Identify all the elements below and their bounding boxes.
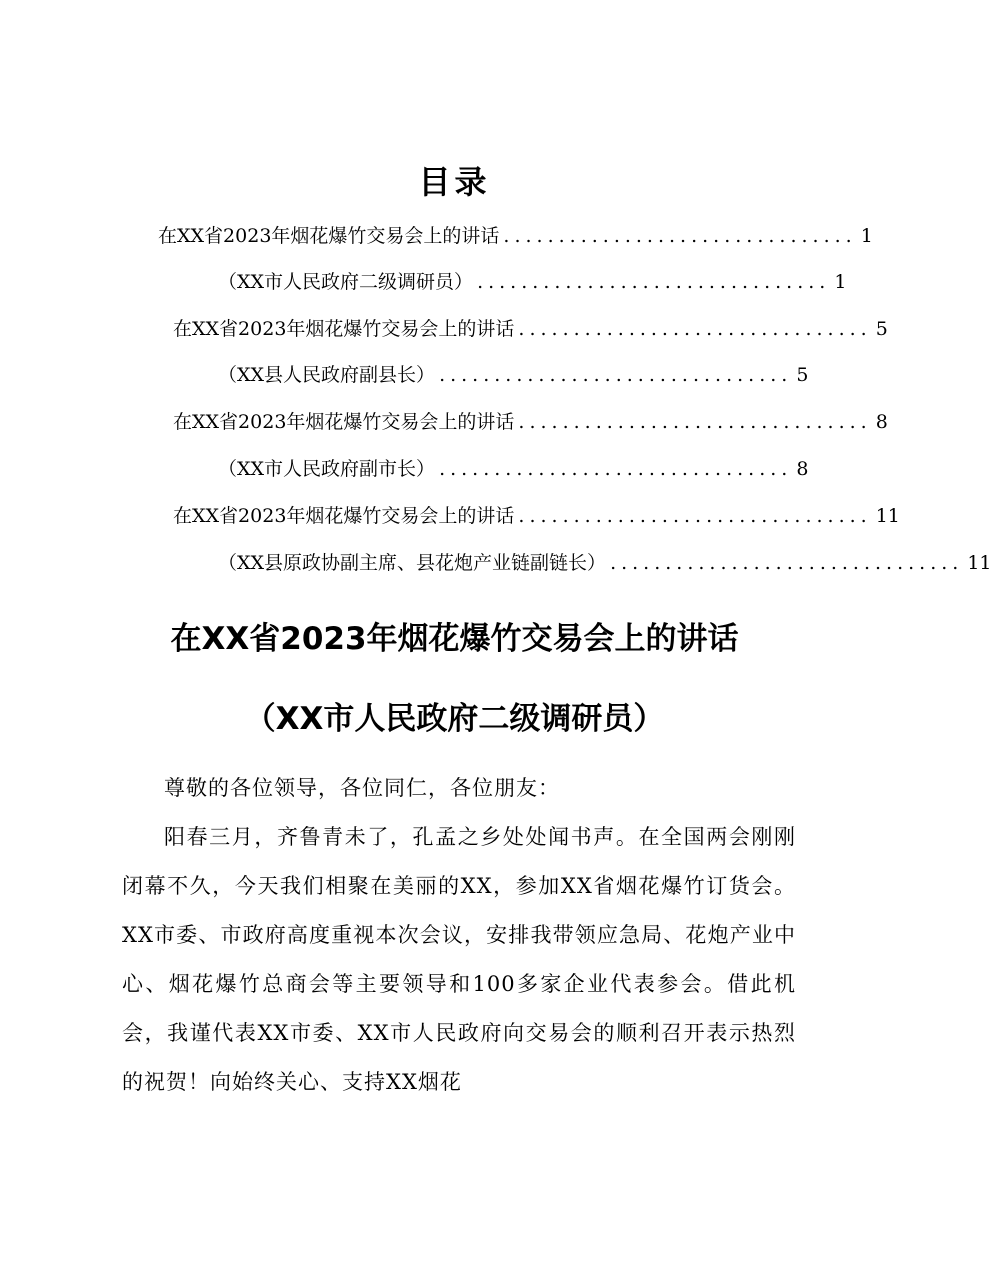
toc-entry-text: 在XX省2023年烟花爆竹交易会上的讲话 bbox=[158, 225, 500, 247]
toc-entry-text: （XX县人民政府副县长） bbox=[218, 364, 436, 386]
toc-entry[interactable] bbox=[218, 451, 809, 487]
toc-entry[interactable] bbox=[218, 264, 847, 300]
toc-page-number: 8 bbox=[875, 411, 888, 433]
toc-entry[interactable] bbox=[158, 218, 873, 254]
toc-entry-text: 在XX省2023年烟花爆竹交易会上的讲话 bbox=[173, 318, 515, 340]
toc-leader-dots: ................................ bbox=[439, 458, 793, 480]
toc-entry-text: （XX县原政协副主席、县花炮产业链副链长） bbox=[218, 552, 607, 574]
toc-entry[interactable] bbox=[173, 311, 888, 347]
toc-entry[interactable] bbox=[218, 357, 809, 393]
toc-leader-dots: ................................ bbox=[610, 552, 964, 574]
toc-leader-dots: ................................ bbox=[518, 318, 872, 340]
greeting-paragraph: 尊敬的各位领导，各位同仁，各位朋友： bbox=[164, 776, 560, 800]
article-subtitle: （XX市人民政府二级调研员） bbox=[244, 701, 665, 737]
toc-leader-dots: ................................ bbox=[503, 225, 857, 247]
article-title: 在XX省2023年烟花爆竹交易会上的讲话 bbox=[170, 621, 739, 657]
toc-entry-text: 在XX省2023年烟花爆竹交易会上的讲话 bbox=[173, 505, 515, 527]
toc-entry-text: （XX市人民政府二级调研员） bbox=[218, 271, 474, 293]
toc-entry-text: （XX市人民政府副市长） bbox=[218, 458, 436, 480]
toc-page-number: 11 bbox=[875, 505, 900, 527]
toc-page-number: 11 bbox=[967, 552, 992, 574]
toc-leader-dots: ................................ bbox=[518, 411, 872, 433]
toc-page-number: 1 bbox=[860, 225, 873, 247]
toc-entry[interactable] bbox=[218, 545, 992, 581]
toc-title: 目录 bbox=[418, 163, 491, 201]
toc-leader-dots: ................................ bbox=[518, 505, 872, 527]
toc-page-number: 8 bbox=[796, 458, 809, 480]
toc-leader-dots: ................................ bbox=[477, 271, 831, 293]
toc-page-number: 1 bbox=[834, 271, 847, 293]
body-paragraph: 阳春三月，齐鲁青未了，孔孟之乡处处闻书声。在全国两会刚刚闭幕不久，今天我们相聚在美丽的XX，参加XX省烟花爆竹订货会。XX市委、市政府高度重视本次会议，安排我带领应急局、花炮产业中心、烟花爆竹总商会等主要领导和100多家企业代表参会。借此机会，我谨代表XX市委、XX市人民政府向交易会的顺利召开表示热烈的祝贺！向始终关心、支持XX烟花 bbox=[122, 825, 796, 1094]
toc-page-number: 5 bbox=[796, 364, 809, 386]
toc-entry[interactable] bbox=[173, 404, 888, 440]
toc-entry[interactable] bbox=[173, 498, 900, 534]
article-body bbox=[122, 764, 796, 1107]
toc-entry-text: 在XX省2023年烟花爆竹交易会上的讲话 bbox=[173, 411, 515, 433]
toc-leader-dots: ................................ bbox=[439, 364, 793, 386]
toc-page-number: 5 bbox=[875, 318, 888, 340]
